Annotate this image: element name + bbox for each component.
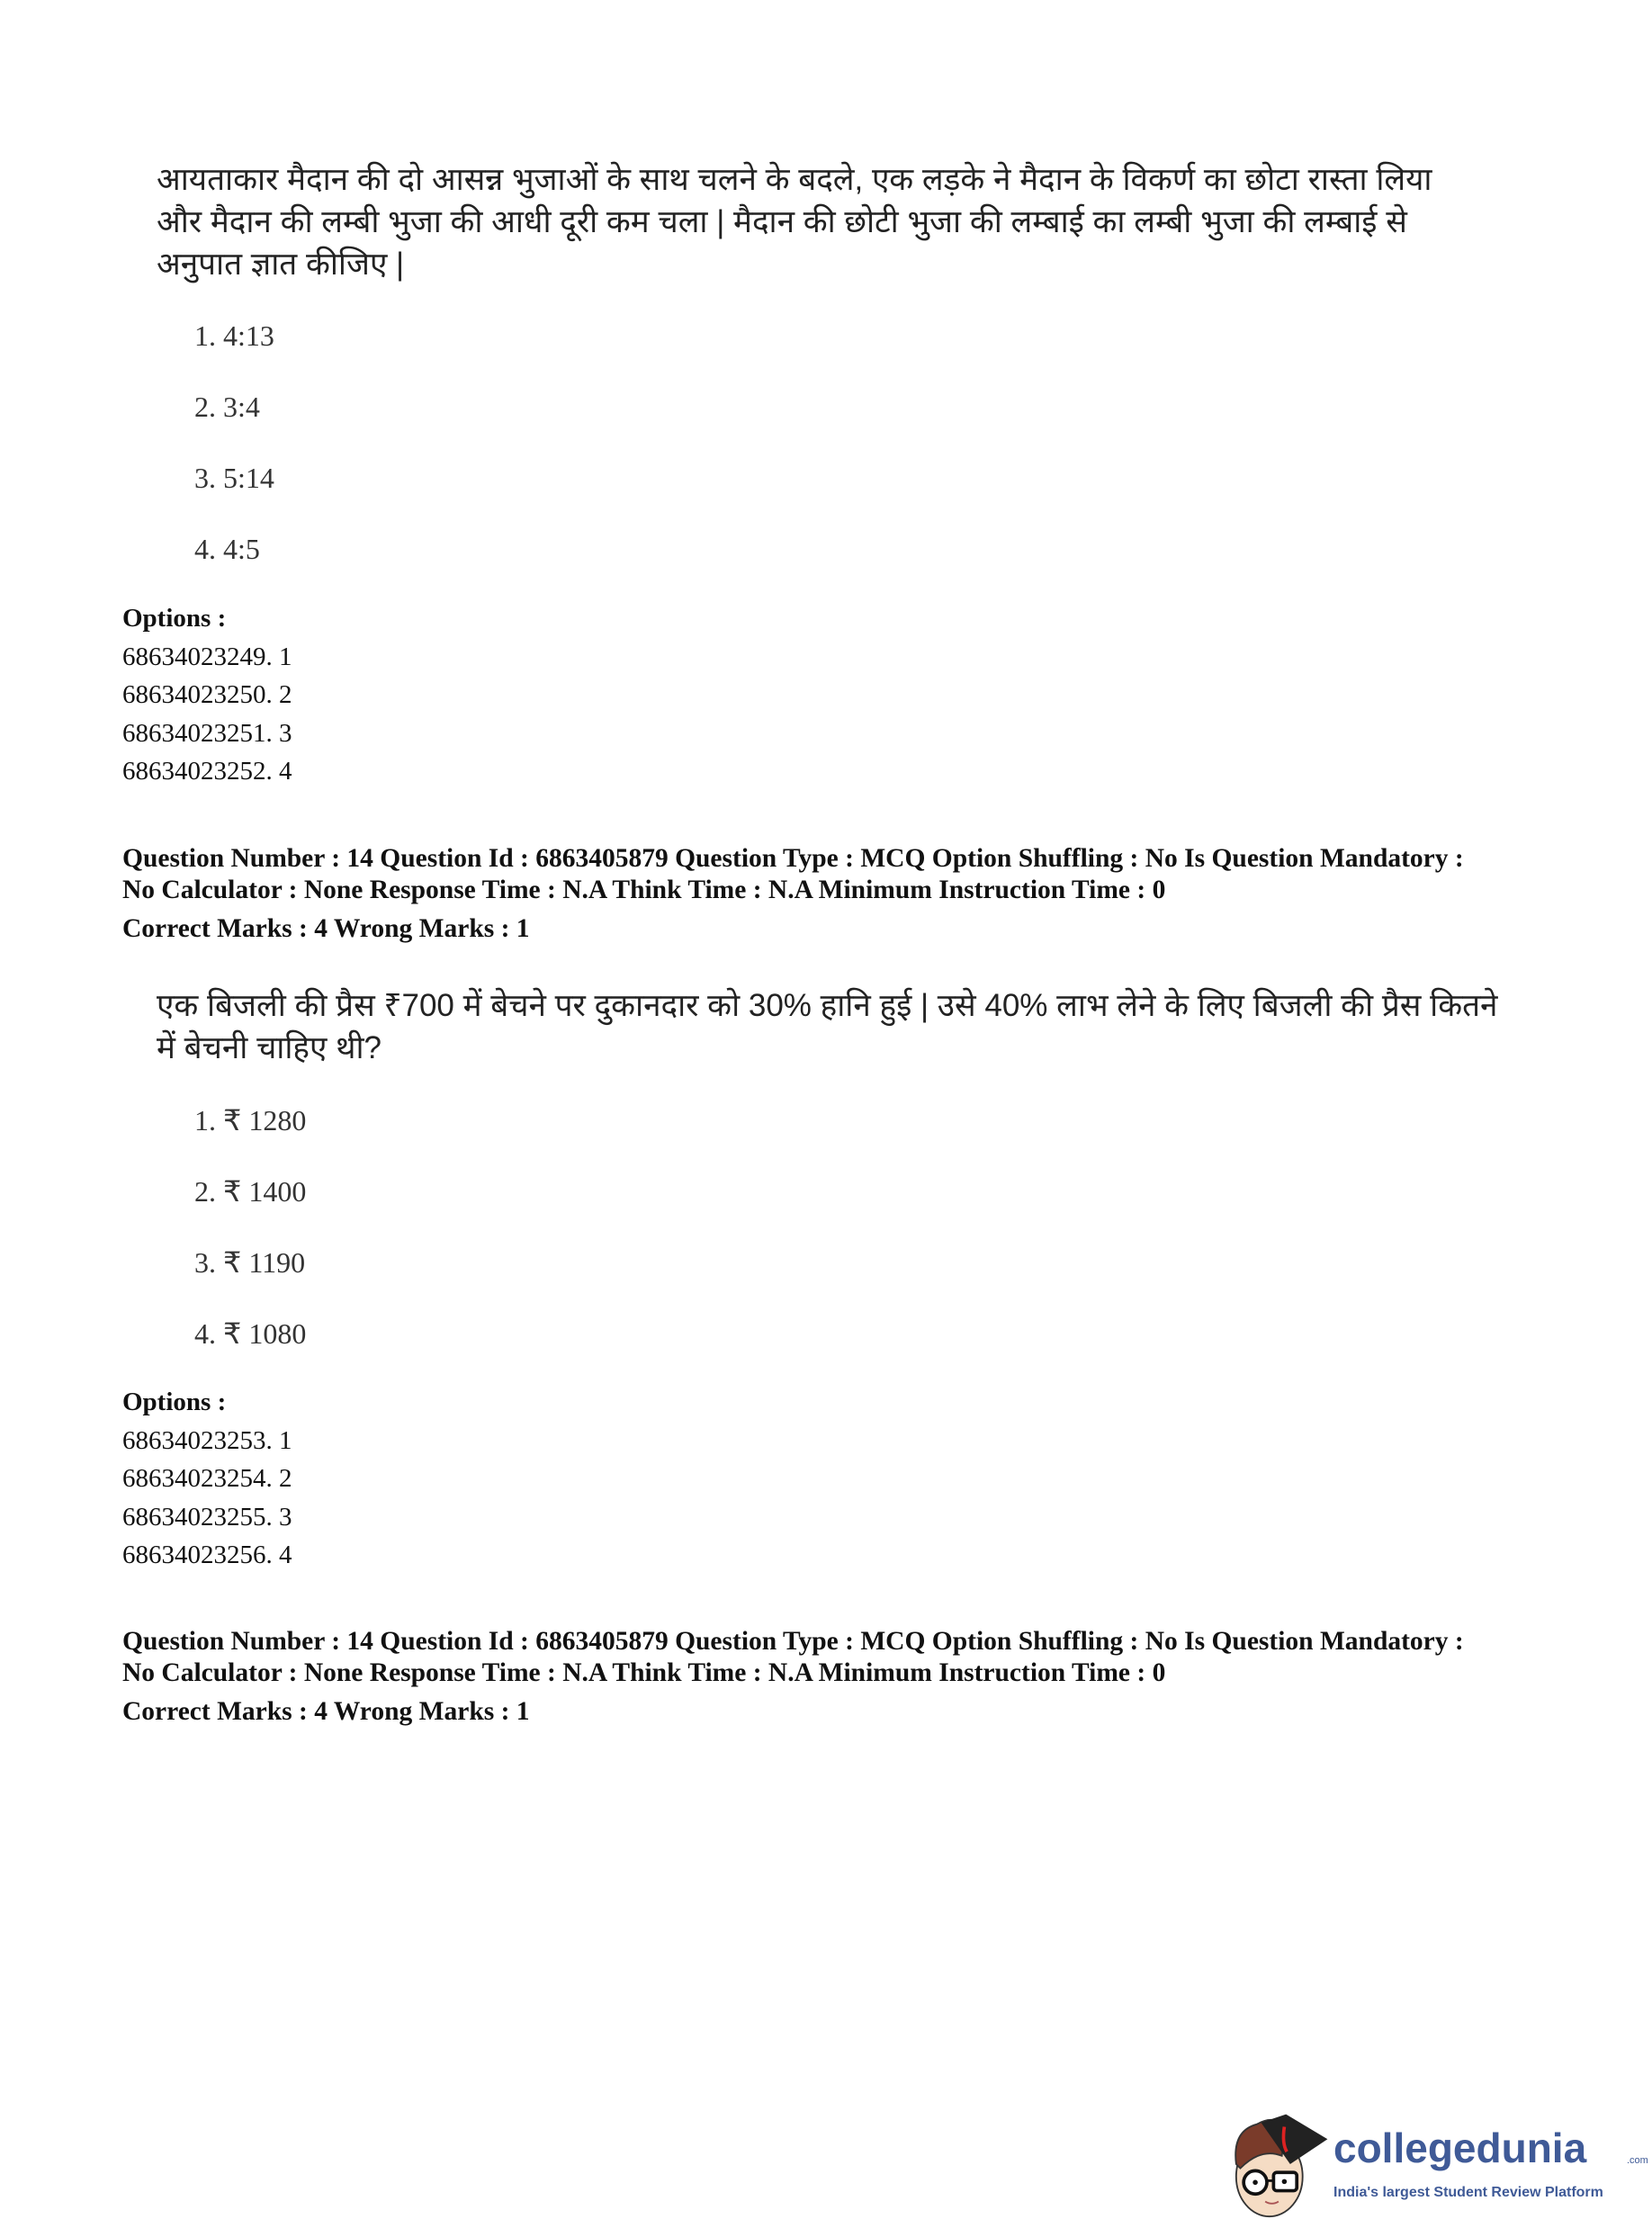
question-line: आयताकार मैदान की दो आसन्न भुजाओं के साथ चलने के बदले, एक लड़के ने मैदान के विकर्ण का छोटा रास्ता लिया xyxy=(157,162,1432,197)
marks-line: Correct Marks : 4 Wrong Marks : 1 xyxy=(122,1697,530,1726)
question-meta xyxy=(122,1626,1464,1728)
option-id: 68634023252. 4 xyxy=(122,757,292,786)
options-list xyxy=(122,1383,292,1575)
options-label: Options : xyxy=(122,1388,227,1416)
meta-line: Question Number : 14 Question Id : 6863405879 Question Type : MCQ Option Shuffling : No Is Question Mandatory : xyxy=(122,1627,1464,1656)
option-id: 68634023251. 3 xyxy=(122,718,292,748)
choice-4: 4. 4:5 xyxy=(194,533,260,565)
question-line: एक बिजली की प्रैस ₹700 में बेचने पर दुकानदार को 30% हानि हुई | उसे 40% लाभ लेने के लिए बिजली की प्रैस कितने xyxy=(157,988,1498,1023)
choice-3: 3. 5:14 xyxy=(194,462,274,494)
question-line: में बेचनी चाहिए थी? xyxy=(157,1030,382,1065)
brand-name: collegedunia xyxy=(1333,2125,1587,2171)
choice-2: 2. 3:4 xyxy=(194,391,260,423)
choice-4: 4. ₹ 1080 xyxy=(194,1317,307,1350)
brand-tagline: India's largest Student Review Platform xyxy=(1333,2185,1603,2200)
question-meta xyxy=(122,843,1464,945)
option-id: 68634023253. 1 xyxy=(122,1425,292,1455)
question-line: अनुपात ज्ञात कीजिए | xyxy=(157,247,405,282)
question-13-text xyxy=(157,158,1432,285)
choice-1: 1. 4:13 xyxy=(194,319,274,352)
option-id: 68634023256. 4 xyxy=(122,1541,292,1569)
option-id: 68634023254. 2 xyxy=(122,1464,292,1493)
option-id: 68634023249. 1 xyxy=(122,642,292,671)
collegedunia-logo xyxy=(1224,2101,1652,2227)
options-label: Options : xyxy=(122,604,227,633)
options-list xyxy=(122,599,292,791)
marks-line: Correct Marks : 4 Wrong Marks : 1 xyxy=(122,914,530,943)
choice-2: 2. ₹ 1400 xyxy=(194,1175,307,1208)
question-14-text xyxy=(157,984,1497,1069)
option-id: 68634023250. 2 xyxy=(122,680,292,709)
question-line: और मैदान की लम्बी भुजा की आधी दूरी कम चला | मैदान की छोटी भुजा की लम्बाई का लम्बी भुजा की लम्बाई से xyxy=(157,204,1407,239)
meta-line: No Calculator : None Response Time : N.A Think Time : N.A Minimum Instruction Time : 0 xyxy=(122,876,1166,904)
brand-suffix: .com xyxy=(1627,2155,1648,2166)
meta-line: No Calculator : None Response Time : N.A Think Time : N.A Minimum Instruction Time : 0 xyxy=(122,1658,1166,1687)
choice-3: 3. ₹ 1190 xyxy=(194,1246,306,1279)
choice-1: 1. ₹ 1280 xyxy=(194,1104,307,1136)
meta-line: Question Number : 14 Question Id : 6863405879 Question Type : MCQ Option Shuffling : No Is Question Mandatory : xyxy=(122,844,1464,873)
option-id: 68634023255. 3 xyxy=(122,1502,292,1532)
mascot-icon xyxy=(1224,2101,1332,2227)
